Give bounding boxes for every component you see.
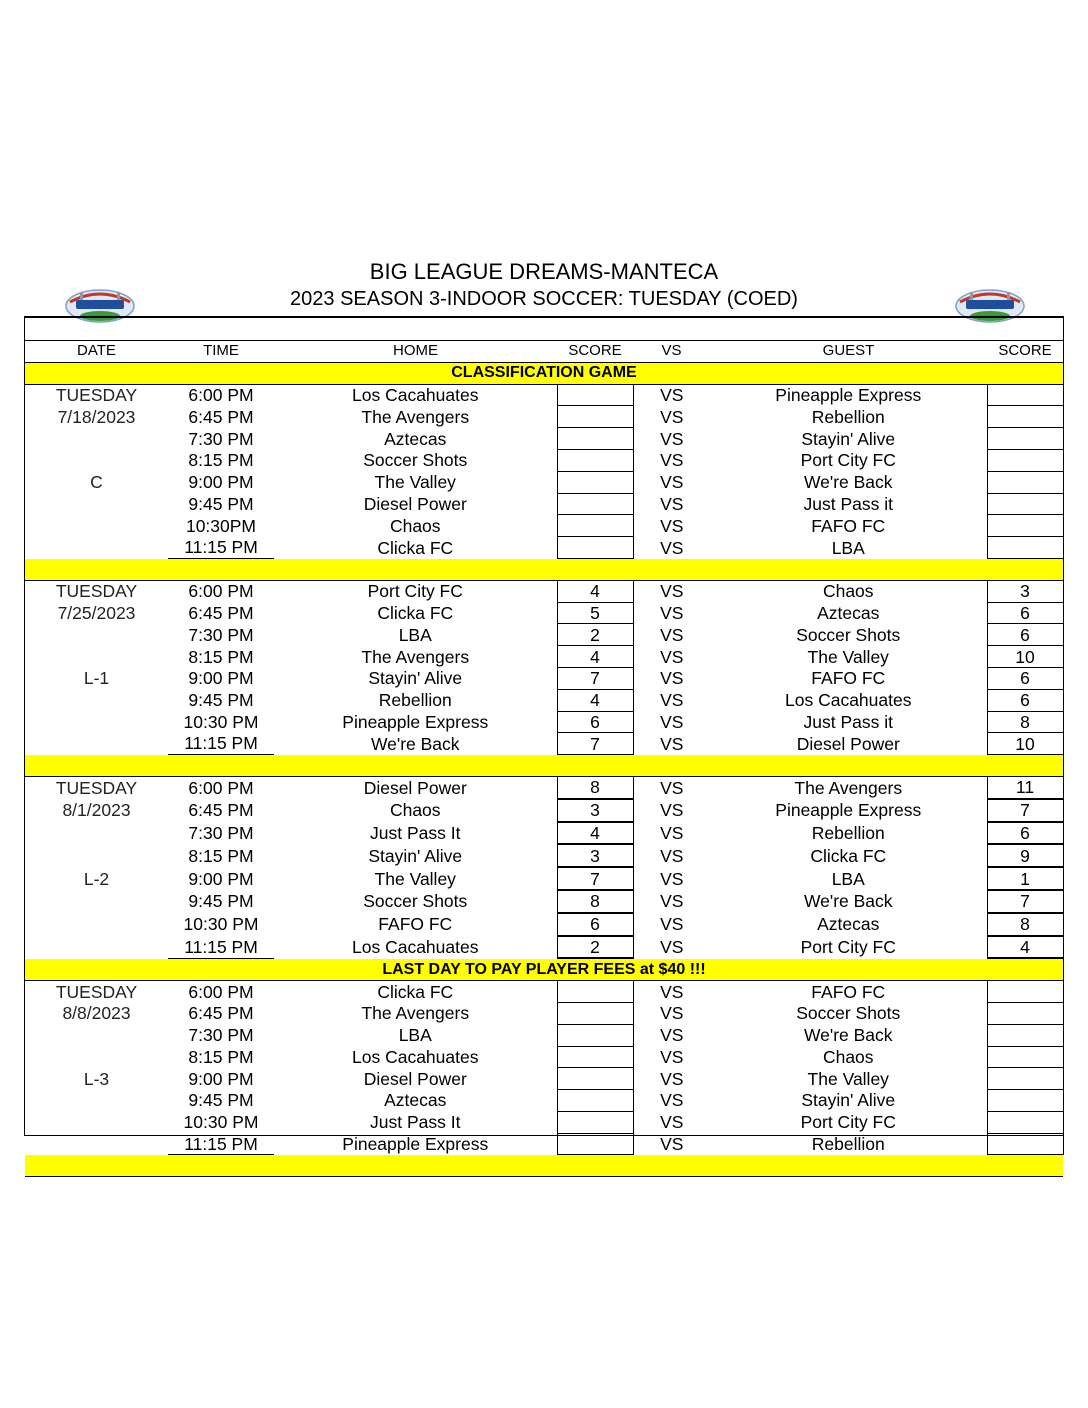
home-team: Rebellion	[378, 690, 452, 711]
guest-team: FAFO FC	[811, 668, 886, 689]
vs-label: VS	[660, 690, 684, 711]
home-score: 7	[557, 867, 633, 890]
vs-label: VS	[660, 428, 684, 449]
guest-team: The Avengers	[794, 777, 903, 798]
game-time: 9:00 PM	[188, 668, 254, 689]
home-team: The Valley	[374, 472, 456, 493]
guest-score	[987, 1002, 1063, 1024]
home-team: Los Cacahuates	[352, 936, 479, 957]
home-score	[557, 1133, 633, 1155]
home-team: Chaos	[389, 515, 441, 536]
guest-team: Aztecas	[817, 602, 880, 623]
home-team: The Avengers	[361, 406, 470, 427]
guest-score: 7	[987, 890, 1063, 913]
fees-banner	[25, 958, 1063, 980]
date-cell	[25, 936, 168, 959]
date-cell	[25, 646, 168, 668]
vs-label: VS	[660, 1003, 684, 1024]
game-row	[25, 580, 1063, 602]
date-cell	[25, 822, 168, 845]
guest-team: Diesel Power	[796, 733, 900, 754]
home-team: Aztecas	[384, 1090, 447, 1111]
guest-team: The Valley	[807, 1068, 889, 1089]
game-row	[25, 1090, 1063, 1112]
vs-label: VS	[660, 711, 684, 732]
home-score: 4	[557, 646, 633, 668]
date-cell	[25, 890, 168, 913]
game-row	[25, 493, 1063, 515]
guest-score: 8	[987, 711, 1063, 733]
separator-band-text	[25, 558, 1063, 580]
vs-label: VS	[660, 1134, 684, 1155]
home-team: Just Pass It	[370, 1112, 461, 1133]
home-team: Diesel Power	[363, 777, 467, 798]
home-score	[557, 1090, 633, 1112]
vs-label: VS	[660, 800, 684, 821]
vs-label: VS	[660, 1046, 684, 1067]
guest-team: Chaos	[822, 581, 874, 602]
guest-team: Chaos	[822, 1046, 874, 1067]
home-score	[557, 1068, 633, 1090]
guest-score: 6	[987, 689, 1063, 711]
week-label: L-1	[83, 668, 110, 689]
guest-team: Rebellion	[811, 822, 885, 843]
vs-label: VS	[660, 868, 684, 889]
home-team: The Avengers	[361, 646, 470, 667]
home-team: Port City FC	[367, 581, 463, 602]
date-cell	[25, 1024, 168, 1046]
guest-score	[987, 493, 1063, 515]
game-row	[25, 913, 1063, 936]
fees-banner-text: LAST DAY TO PAY PLAYER FEES at $40 !!!	[25, 958, 1063, 980]
schedule-table	[25, 340, 1064, 1177]
game-row	[25, 1024, 1063, 1046]
vs-label: VS	[660, 624, 684, 645]
home-score: 4	[557, 689, 633, 711]
vs-label: VS	[660, 537, 684, 558]
vs-label: VS	[660, 1068, 684, 1089]
game-time: 9:00 PM	[188, 1068, 254, 1089]
vs-label: VS	[660, 733, 684, 754]
guest-score	[987, 471, 1063, 493]
home-score	[557, 1111, 633, 1133]
col-home: HOME	[274, 341, 557, 363]
game-row	[25, 844, 1063, 867]
guest-score	[987, 1068, 1063, 1090]
vs-label: VS	[660, 581, 684, 602]
game-row	[25, 1133, 1063, 1155]
home-score	[557, 537, 633, 559]
vs-label: VS	[660, 385, 684, 406]
separator-band-text	[25, 755, 1063, 777]
game-time: 7:30 PM	[188, 624, 254, 645]
game-time: 9:45 PM	[188, 891, 254, 912]
game-row	[25, 667, 1063, 689]
game-time: 6:00 PM	[188, 385, 254, 406]
home-score	[557, 1046, 633, 1068]
guest-team: The Valley	[807, 646, 889, 667]
week-date: 8/1/2023	[62, 800, 131, 821]
guest-score	[987, 981, 1063, 1003]
home-score: 8	[557, 776, 633, 798]
week-day: TUESDAY	[55, 385, 138, 406]
vs-label: VS	[660, 1112, 684, 1133]
home-score	[557, 515, 633, 537]
classification-banner-text: CLASSIFICATION GAME	[25, 362, 1063, 384]
game-row	[25, 733, 1063, 755]
week-label: C	[90, 472, 103, 493]
vs-label: VS	[660, 668, 684, 689]
home-score	[557, 384, 633, 406]
guest-score: 6	[987, 602, 1063, 624]
guest-score: 10	[987, 733, 1063, 755]
guest-team: Aztecas	[817, 914, 880, 935]
game-time: 9:45 PM	[188, 493, 254, 514]
guest-team: We're Back	[803, 1025, 893, 1046]
game-time: 6:45 PM	[188, 602, 254, 623]
guest-score: 6	[987, 667, 1063, 689]
page-subtitle: 2023 SEASON 3-INDOOR SOCCER: TUESDAY (COED)	[290, 288, 798, 310]
guest-score	[987, 1046, 1063, 1068]
guest-score: 1	[987, 867, 1063, 890]
guest-team: Pineapple Express	[775, 385, 922, 406]
game-row	[25, 1068, 1063, 1090]
home-team: Clicka FC	[377, 981, 454, 1002]
guest-team: FAFO FC	[811, 981, 886, 1002]
home-team: Stayin' Alive	[368, 845, 463, 866]
game-row	[25, 646, 1063, 668]
guest-score: 6	[987, 822, 1063, 845]
home-score: 3	[557, 844, 633, 867]
home-score: 6	[557, 711, 633, 733]
home-score	[557, 981, 633, 1003]
guest-team: Rebellion	[811, 406, 885, 427]
game-row	[25, 406, 1063, 428]
separator-band-text	[25, 1155, 1063, 1177]
game-time: 11:15 PM	[168, 733, 274, 755]
date-cell	[25, 493, 168, 515]
home-team: LBA	[398, 1025, 432, 1046]
date-cell	[25, 689, 168, 711]
game-row	[25, 822, 1063, 845]
home-score: 7	[557, 733, 633, 755]
vs-label: VS	[660, 602, 684, 623]
vs-label: VS	[660, 493, 684, 514]
guest-team: FAFO FC	[811, 515, 886, 536]
home-score: 8	[557, 890, 633, 913]
guest-team: We're Back	[803, 472, 893, 493]
home-team: Clicka FC	[377, 602, 454, 623]
vs-label: VS	[660, 822, 684, 843]
vs-label: VS	[660, 891, 684, 912]
game-time: 6:00 PM	[188, 981, 254, 1002]
game-time: 11:15 PM	[168, 537, 274, 559]
guest-score: 3	[987, 580, 1063, 602]
guest-score	[987, 1133, 1063, 1155]
game-row	[25, 890, 1063, 913]
guest-score: 4	[987, 936, 1063, 959]
home-score: 4	[557, 822, 633, 845]
week-date: 7/25/2023	[57, 602, 136, 623]
date-cell	[25, 1133, 168, 1155]
guest-team: We're Back	[803, 891, 893, 912]
guest-score: 8	[987, 913, 1063, 936]
guest-team: Port City FC	[800, 936, 896, 957]
game-row	[25, 384, 1063, 406]
game-row	[25, 515, 1063, 537]
guest-team: Port City FC	[800, 450, 896, 471]
separator-band	[25, 558, 1063, 580]
home-score	[557, 449, 633, 471]
date-cell	[25, 1090, 168, 1112]
guest-team: Clicka FC	[810, 845, 887, 866]
vs-label: VS	[660, 981, 684, 1002]
date-cell	[25, 844, 168, 867]
game-time: 10:30PM	[185, 515, 257, 536]
date-cell	[25, 1046, 168, 1068]
game-row	[25, 1111, 1063, 1133]
game-time: 10:30 PM	[183, 1112, 259, 1133]
guest-score: 6	[987, 624, 1063, 646]
game-time: 9:00 PM	[188, 868, 254, 889]
game-time: 11:15 PM	[168, 936, 274, 959]
guest-team: Pineapple Express	[775, 800, 922, 821]
vs-label: VS	[660, 914, 684, 935]
home-team: Los Cacahuates	[352, 385, 479, 406]
separator-band	[25, 755, 1063, 777]
vs-label: VS	[660, 646, 684, 667]
guest-team: Stayin' Alive	[801, 1090, 896, 1111]
date-cell	[25, 624, 168, 646]
date-cell	[25, 449, 168, 471]
guest-score: 7	[987, 799, 1063, 822]
home-score	[557, 1002, 633, 1024]
game-time: 8:15 PM	[188, 1046, 254, 1067]
vs-label: VS	[660, 450, 684, 471]
col-vs: VS	[633, 341, 710, 363]
game-time: 8:15 PM	[188, 646, 254, 667]
home-score: 6	[557, 913, 633, 936]
week-day: TUESDAY	[55, 581, 138, 602]
home-score	[557, 493, 633, 515]
guest-team: Just Pass it	[803, 711, 893, 732]
home-score: 3	[557, 799, 633, 822]
vs-label: VS	[660, 777, 684, 798]
home-score: 2	[557, 936, 633, 959]
game-time: 6:45 PM	[188, 406, 254, 427]
guest-team: Los Cacahuates	[785, 690, 912, 711]
week-date: 8/8/2023	[62, 1003, 131, 1024]
game-time: 10:30 PM	[183, 711, 259, 732]
home-team: Chaos	[389, 800, 441, 821]
home-team: Stayin' Alive	[368, 668, 463, 689]
home-team: Pineapple Express	[342, 711, 489, 732]
home-team: Soccer Shots	[363, 891, 468, 912]
vs-label: VS	[660, 472, 684, 493]
vs-label: VS	[660, 845, 684, 866]
date-cell	[25, 428, 168, 450]
guest-team: Stayin' Alive	[801, 428, 896, 449]
classification-banner	[25, 362, 1063, 384]
game-time: 9:45 PM	[188, 1090, 254, 1111]
game-row	[25, 799, 1063, 822]
guest-team: Port City FC	[800, 1112, 896, 1133]
guest-score: 9	[987, 844, 1063, 867]
game-row	[25, 1002, 1063, 1024]
game-row	[25, 867, 1063, 890]
game-time: 10:30 PM	[183, 914, 259, 935]
col-score-guest: SCORE	[987, 341, 1063, 363]
vs-label: VS	[660, 1025, 684, 1046]
home-team: Aztecas	[384, 428, 447, 449]
page-title: BIG LEAGUE DREAMS-MANTECA	[369, 259, 719, 284]
game-row	[25, 449, 1063, 471]
game-row	[25, 711, 1063, 733]
game-row	[25, 981, 1063, 1003]
home-score: 5	[557, 602, 633, 624]
home-score: 4	[557, 580, 633, 602]
game-time: 8:15 PM	[188, 845, 254, 866]
home-team: FAFO FC	[378, 914, 453, 935]
game-row	[25, 602, 1063, 624]
week-label: L-3	[83, 1068, 110, 1089]
column-header-row	[25, 341, 1063, 363]
home-team: LBA	[398, 624, 432, 645]
guest-score	[987, 449, 1063, 471]
col-date: DATE	[25, 341, 168, 363]
home-score: 7	[557, 667, 633, 689]
guest-team: Soccer Shots	[796, 624, 901, 645]
game-time: 7:30 PM	[188, 822, 254, 843]
guest-score	[987, 1090, 1063, 1112]
game-row	[25, 936, 1063, 959]
week-day: TUESDAY	[55, 777, 138, 798]
date-cell	[25, 537, 168, 559]
game-time: 6:45 PM	[188, 800, 254, 821]
game-row	[25, 1046, 1063, 1068]
home-team: Pineapple Express	[342, 1134, 489, 1155]
date-cell	[25, 1111, 168, 1133]
guest-score	[987, 428, 1063, 450]
vs-label: VS	[660, 515, 684, 536]
guest-team: Rebellion	[811, 1134, 885, 1155]
guest-score: 10	[987, 646, 1063, 668]
col-guest: GUEST	[710, 341, 987, 363]
game-time: 9:45 PM	[188, 690, 254, 711]
home-team: Just Pass It	[370, 822, 461, 843]
game-row	[25, 471, 1063, 493]
game-time: 9:00 PM	[188, 472, 254, 493]
home-team: We're Back	[370, 733, 460, 754]
separator-band	[25, 1155, 1063, 1177]
home-team: Soccer Shots	[363, 450, 468, 471]
col-score: SCORE	[557, 341, 633, 363]
game-time: 11:15 PM	[168, 1133, 274, 1155]
vs-label: VS	[660, 936, 684, 957]
guest-team: LBA	[831, 537, 865, 558]
date-cell	[25, 913, 168, 936]
guest-team: Just Pass it	[803, 493, 893, 514]
game-time: 7:30 PM	[188, 1025, 254, 1046]
home-score	[557, 471, 633, 493]
game-time: 6:00 PM	[188, 777, 254, 798]
game-time: 8:15 PM	[188, 450, 254, 471]
game-time: 6:00 PM	[188, 581, 254, 602]
game-row	[25, 624, 1063, 646]
home-team: Clicka FC	[377, 537, 454, 558]
date-cell	[25, 515, 168, 537]
home-score	[557, 428, 633, 450]
date-cell	[25, 711, 168, 733]
week-label: L-2	[83, 868, 110, 889]
guest-team: Soccer Shots	[796, 1003, 901, 1024]
game-row	[25, 428, 1063, 450]
guest-score: 11	[987, 776, 1063, 798]
vs-label: VS	[660, 406, 684, 427]
home-team: Los Cacahuates	[352, 1046, 479, 1067]
guest-score	[987, 515, 1063, 537]
game-time: 6:45 PM	[188, 1003, 254, 1024]
guest-score	[987, 1024, 1063, 1046]
game-row	[25, 776, 1063, 798]
guest-score	[987, 406, 1063, 428]
guest-team: LBA	[831, 868, 865, 889]
home-score: 2	[557, 624, 633, 646]
game-row	[25, 689, 1063, 711]
home-score	[557, 406, 633, 428]
guest-score	[987, 384, 1063, 406]
week-date: 7/18/2023	[57, 406, 136, 427]
vs-label: VS	[660, 1090, 684, 1111]
week-day: TUESDAY	[55, 981, 138, 1002]
col-time: TIME	[168, 341, 274, 363]
date-cell	[25, 733, 168, 755]
home-team: Diesel Power	[363, 493, 467, 514]
game-row	[25, 537, 1063, 559]
game-time: 7:30 PM	[188, 428, 254, 449]
home-score	[557, 1024, 633, 1046]
guest-score	[987, 537, 1063, 559]
home-team: The Avengers	[361, 1003, 470, 1024]
home-team: The Valley	[374, 868, 456, 889]
home-team: Diesel Power	[363, 1068, 467, 1089]
guest-score	[987, 1111, 1063, 1133]
